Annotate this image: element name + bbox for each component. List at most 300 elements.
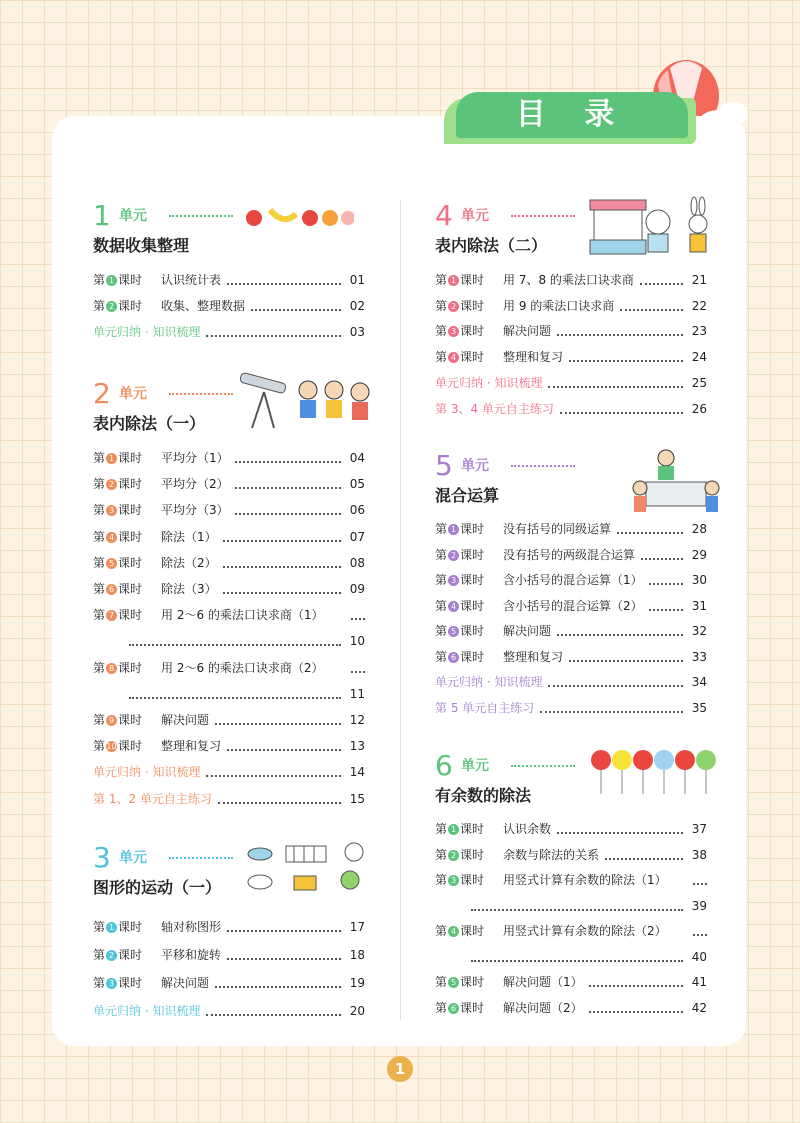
lesson-number bbox=[93, 737, 142, 755]
lesson-prefix: 第 bbox=[93, 713, 106, 727]
unit-dotted-rule bbox=[169, 215, 233, 217]
lesson-suffix: 课时 bbox=[460, 273, 485, 287]
lesson-number bbox=[435, 871, 484, 889]
leader-dots bbox=[227, 930, 341, 932]
leader-dots bbox=[640, 283, 683, 285]
lesson-prefix: 第 bbox=[435, 573, 448, 587]
lesson-prefix: 第 bbox=[93, 555, 106, 570]
extra-row[interactable] bbox=[435, 699, 707, 717]
lesson-row[interactable] bbox=[93, 271, 365, 289]
lesson-suffix: 课时 bbox=[460, 924, 485, 938]
lesson-title: 平均分（2） bbox=[161, 477, 229, 492]
lesson-title: 用竖式计算有余数的除法（1） bbox=[503, 873, 667, 887]
extra-page: 15 bbox=[349, 791, 365, 806]
unit-header bbox=[93, 842, 383, 874]
lesson-number bbox=[435, 271, 484, 289]
leader-dots bbox=[227, 958, 341, 960]
lesson-number-badge: 7 bbox=[106, 610, 117, 621]
leader-dots bbox=[641, 558, 683, 560]
lesson-row[interactable] bbox=[435, 348, 707, 366]
lesson-row[interactable] bbox=[93, 475, 365, 493]
extra-row[interactable] bbox=[93, 763, 365, 781]
lesson-page: 42 bbox=[691, 1000, 707, 1015]
lesson-title: 平均分（1） bbox=[161, 451, 229, 465]
lesson-number-badge: 4 bbox=[448, 601, 459, 612]
lesson-number-badge: 2 bbox=[106, 301, 117, 312]
unit-number: 1 bbox=[93, 199, 111, 232]
lesson-row[interactable] bbox=[435, 648, 707, 666]
leader-dots bbox=[569, 360, 683, 362]
lesson-row-continued[interactable] bbox=[435, 948, 707, 966]
unit-number: 2 bbox=[93, 377, 111, 410]
lesson-number-badge: 2 bbox=[448, 850, 459, 861]
lesson-row[interactable] bbox=[93, 580, 365, 598]
lesson-suffix: 课时 bbox=[460, 298, 485, 313]
lesson-title: 解决问题（1） bbox=[503, 975, 583, 989]
lesson-prefix: 第 bbox=[93, 582, 106, 596]
lesson-prefix: 第 bbox=[93, 477, 106, 492]
lesson-suffix: 课时 bbox=[118, 503, 143, 518]
leader-dots bbox=[693, 883, 707, 885]
unit-header bbox=[93, 378, 383, 410]
lesson-row[interactable] bbox=[93, 918, 365, 936]
extra-title: 第 1、2 单元自主练习 bbox=[93, 791, 212, 806]
lesson-number-badge: 2 bbox=[448, 301, 459, 312]
lesson-page: 30 bbox=[691, 573, 707, 587]
unit-label: 单元 bbox=[119, 850, 147, 866]
leader-dots bbox=[557, 832, 683, 834]
lesson-prefix: 第 bbox=[435, 873, 448, 887]
lesson-row[interactable] bbox=[435, 622, 707, 640]
lesson-row[interactable] bbox=[435, 999, 707, 1017]
lesson-prefix: 第 bbox=[435, 649, 448, 664]
unit-label: 单元 bbox=[119, 386, 147, 402]
lesson-page: 18 bbox=[349, 948, 365, 962]
leader-dots bbox=[215, 723, 341, 725]
lesson-number bbox=[93, 554, 142, 572]
lesson-suffix: 课时 bbox=[118, 273, 143, 287]
page-number: 1 bbox=[387, 1056, 413, 1082]
lesson-title: 整理和复习 bbox=[503, 350, 564, 365]
lesson-number-badge: 1 bbox=[448, 524, 459, 535]
lesson-row[interactable] bbox=[93, 449, 365, 467]
extra-row[interactable] bbox=[93, 1002, 365, 1020]
extra-page: 03 bbox=[349, 325, 365, 339]
lesson-number bbox=[435, 597, 484, 615]
lesson-prefix: 第 bbox=[435, 298, 448, 313]
lesson-row-continued[interactable] bbox=[93, 632, 365, 650]
lesson-page: 28 bbox=[691, 522, 707, 536]
lesson-title: 除法（1） bbox=[161, 529, 217, 544]
lesson-number-badge: 1 bbox=[448, 275, 459, 286]
lesson-number-badge: 2 bbox=[448, 550, 459, 561]
unit-title: 图形的运动（一） bbox=[93, 878, 222, 897]
unit-dotted-rule bbox=[511, 765, 575, 767]
lesson-page: 02 bbox=[349, 299, 365, 313]
lesson-title: 解决问题 bbox=[161, 976, 210, 990]
lesson-page: 33 bbox=[691, 649, 707, 664]
lesson-row[interactable] bbox=[93, 297, 365, 315]
lesson-prefix: 第 bbox=[435, 522, 448, 536]
unit-label: 单元 bbox=[461, 458, 489, 474]
unit-title: 数据收集整理 bbox=[93, 236, 190, 255]
leader-dots bbox=[223, 566, 341, 568]
leader-dots bbox=[235, 513, 341, 515]
lesson-number-badge: 3 bbox=[106, 505, 117, 516]
lesson-number bbox=[435, 322, 484, 340]
lesson-number-badge: 2 bbox=[106, 950, 117, 961]
extra-row[interactable] bbox=[435, 374, 707, 392]
leader-dots bbox=[129, 644, 341, 646]
lesson-prefix: 第 bbox=[93, 273, 106, 287]
lesson-suffix: 课时 bbox=[460, 573, 485, 587]
lesson-number bbox=[435, 846, 484, 864]
leader-dots bbox=[540, 711, 683, 713]
extra-row[interactable] bbox=[93, 323, 365, 341]
lesson-number-badge: 1 bbox=[106, 275, 117, 286]
lesson-number bbox=[93, 297, 142, 315]
lesson-page: 32 bbox=[691, 624, 707, 638]
lesson-number-badge: 6 bbox=[448, 1003, 459, 1014]
lesson-number bbox=[93, 580, 142, 598]
lesson-suffix: 课时 bbox=[460, 822, 485, 836]
lesson-page: 38 bbox=[691, 847, 707, 862]
lesson-number bbox=[435, 571, 484, 589]
column-divider bbox=[400, 200, 401, 1020]
extra-page: 34 bbox=[691, 675, 707, 689]
lesson-number bbox=[435, 520, 484, 538]
lesson-row[interactable] bbox=[435, 846, 707, 864]
lesson-row-continued[interactable] bbox=[435, 897, 707, 915]
lesson-number bbox=[93, 528, 142, 546]
extra-title: 第 3、4 单元自主练习 bbox=[435, 401, 554, 416]
unit-dotted-rule bbox=[511, 215, 575, 217]
leader-dots bbox=[235, 487, 341, 489]
leader-dots bbox=[569, 660, 683, 662]
lesson-prefix: 第 bbox=[435, 547, 448, 562]
lesson-number bbox=[93, 501, 142, 519]
lesson-suffix: 课时 bbox=[118, 608, 143, 623]
extra-row[interactable] bbox=[435, 400, 707, 418]
lesson-number-badge: 10 bbox=[106, 742, 117, 752]
lesson-prefix: 第 bbox=[435, 1000, 448, 1015]
lesson-number bbox=[93, 606, 142, 624]
leader-dots bbox=[589, 985, 683, 987]
leader-dots bbox=[227, 749, 341, 751]
lesson-row[interactable] bbox=[435, 322, 707, 340]
lesson-number bbox=[435, 297, 484, 315]
lesson-suffix: 课时 bbox=[118, 713, 143, 727]
lesson-row[interactable] bbox=[435, 597, 707, 615]
lesson-suffix: 课时 bbox=[118, 660, 143, 675]
lesson-row[interactable] bbox=[435, 297, 707, 315]
lesson-prefix: 第 bbox=[435, 624, 448, 638]
leader-dots bbox=[649, 609, 683, 611]
lesson-row[interactable] bbox=[435, 546, 707, 564]
lesson-page: 07 bbox=[349, 529, 365, 544]
leader-dots bbox=[471, 960, 683, 962]
unit-number: 5 bbox=[435, 449, 453, 482]
lesson-prefix: 第 bbox=[93, 451, 106, 465]
lesson-page: 09 bbox=[349, 582, 365, 596]
lesson-row[interactable] bbox=[93, 606, 365, 624]
lesson-page: 12 bbox=[349, 713, 365, 727]
lesson-number bbox=[93, 918, 142, 936]
lesson-row[interactable] bbox=[93, 659, 365, 677]
extra-page: 26 bbox=[691, 401, 707, 416]
lesson-suffix: 课时 bbox=[460, 975, 485, 989]
lesson-suffix: 课时 bbox=[118, 948, 143, 962]
lesson-title: 平移和旋转 bbox=[161, 948, 222, 962]
lesson-title: 解决问题 bbox=[503, 624, 552, 638]
unit-title: 混合运算 bbox=[435, 486, 500, 505]
leader-dots bbox=[548, 685, 683, 687]
lesson-number bbox=[435, 922, 484, 940]
extra-title: 单元归纳 · 知识梳理 bbox=[435, 375, 543, 390]
lesson-title: 解决问题 bbox=[161, 713, 210, 727]
extra-page: 20 bbox=[349, 1004, 365, 1018]
lesson-title: 除法（3） bbox=[161, 582, 217, 596]
leader-dots bbox=[557, 634, 683, 636]
lesson-number bbox=[435, 546, 484, 564]
lesson-number bbox=[93, 974, 142, 992]
lesson-prefix: 第 bbox=[435, 924, 448, 938]
lesson-title: 余数与除法的关系 bbox=[503, 847, 600, 862]
leader-dots bbox=[351, 618, 365, 620]
lesson-number-badge: 3 bbox=[106, 978, 117, 989]
lesson-suffix: 课时 bbox=[118, 451, 143, 465]
lesson-suffix: 课时 bbox=[460, 522, 485, 536]
unit-number: 3 bbox=[93, 841, 111, 874]
lesson-title: 用 2～6 的乘法口诀求商（2） bbox=[161, 660, 324, 675]
lesson-number-badge: 4 bbox=[448, 926, 459, 937]
lesson-prefix: 第 bbox=[93, 948, 106, 962]
lesson-prefix: 第 bbox=[93, 299, 106, 313]
leader-dots bbox=[215, 986, 341, 988]
leader-dots bbox=[557, 334, 683, 336]
lesson-number-badge: 5 bbox=[106, 558, 117, 569]
lesson-number-badge: 9 bbox=[106, 715, 117, 726]
lesson-prefix: 第 bbox=[93, 920, 106, 934]
lesson-suffix: 课时 bbox=[118, 920, 143, 934]
leader-dots bbox=[251, 309, 341, 311]
lesson-suffix: 课时 bbox=[460, 649, 485, 664]
lesson-prefix: 第 bbox=[93, 660, 106, 675]
leader-dots bbox=[223, 540, 341, 542]
lesson-page: 31 bbox=[691, 598, 707, 613]
leader-dots bbox=[471, 909, 683, 911]
lesson-title: 解决问题 bbox=[503, 324, 552, 339]
lesson-page: 23 bbox=[691, 324, 707, 339]
lesson-suffix: 课时 bbox=[118, 976, 143, 990]
leader-dots bbox=[693, 934, 707, 936]
lesson-row[interactable] bbox=[93, 711, 365, 729]
lesson-row[interactable] bbox=[93, 974, 365, 992]
lesson-prefix: 第 bbox=[435, 324, 448, 339]
lesson-title: 用 2～6 的乘法口诀求商（1） bbox=[161, 608, 324, 623]
lesson-row[interactable] bbox=[93, 528, 365, 546]
extra-title: 单元归纳 · 知识梳理 bbox=[93, 325, 201, 339]
lesson-title: 含小括号的混合运算（1） bbox=[503, 573, 643, 587]
lesson-suffix: 课时 bbox=[460, 324, 485, 339]
lesson-title: 解决问题（2） bbox=[503, 1000, 583, 1015]
lesson-number-badge: 6 bbox=[106, 584, 117, 595]
lesson-number-badge: 4 bbox=[448, 352, 459, 363]
lesson-row[interactable] bbox=[93, 737, 365, 755]
extra-title: 单元归纳 · 知识梳理 bbox=[93, 765, 201, 780]
unit-label: 单元 bbox=[461, 758, 489, 774]
lesson-prefix: 第 bbox=[435, 350, 448, 365]
unit-dotted-rule bbox=[511, 465, 575, 467]
leader-dots bbox=[649, 583, 683, 585]
lesson-suffix: 课时 bbox=[460, 873, 485, 887]
lesson-suffix: 课时 bbox=[460, 847, 485, 862]
lesson-prefix: 第 bbox=[435, 273, 448, 287]
lesson-number bbox=[435, 999, 484, 1017]
lesson-number-badge: 1 bbox=[106, 453, 117, 464]
leader-dots bbox=[223, 592, 341, 594]
lesson-row[interactable] bbox=[93, 946, 365, 964]
lesson-number-badge: 1 bbox=[448, 824, 459, 835]
lesson-title: 除法（2） bbox=[161, 555, 217, 570]
lesson-row[interactable] bbox=[435, 871, 707, 889]
lesson-row[interactable] bbox=[435, 922, 707, 940]
lesson-row[interactable] bbox=[93, 501, 365, 519]
lesson-page: 29 bbox=[691, 547, 707, 562]
lesson-number-badge: 3 bbox=[448, 875, 459, 886]
lesson-suffix: 课时 bbox=[118, 582, 143, 596]
lesson-number bbox=[93, 271, 142, 289]
lesson-title: 平均分（3） bbox=[161, 503, 229, 518]
lesson-title: 轴对称图形 bbox=[161, 920, 222, 934]
lesson-row[interactable] bbox=[435, 571, 707, 589]
extra-row[interactable] bbox=[435, 673, 707, 691]
lesson-prefix: 第 bbox=[435, 822, 448, 836]
unit-dotted-rule bbox=[169, 393, 233, 395]
lesson-suffix: 课时 bbox=[460, 624, 485, 638]
lesson-prefix: 第 bbox=[435, 598, 448, 613]
extra-page: 35 bbox=[691, 700, 707, 715]
lesson-suffix: 课时 bbox=[460, 547, 485, 562]
leader-dots bbox=[617, 532, 683, 534]
lesson-number-badge: 3 bbox=[448, 326, 459, 337]
lesson-number-badge: 1 bbox=[106, 922, 117, 933]
lesson-number-badge: 5 bbox=[448, 626, 459, 637]
lesson-page: 19 bbox=[349, 976, 365, 990]
lesson-row[interactable] bbox=[93, 554, 365, 572]
leader-dots bbox=[235, 461, 341, 463]
unit-number: 6 bbox=[435, 749, 453, 782]
lesson-number bbox=[435, 622, 484, 640]
unit-header bbox=[435, 200, 725, 232]
lesson-page: 08 bbox=[349, 555, 365, 570]
lesson-page: 17 bbox=[349, 920, 365, 934]
leader-dots bbox=[218, 802, 341, 804]
lesson-prefix: 第 bbox=[93, 739, 106, 754]
unit-title: 表内除法（二） bbox=[435, 236, 548, 255]
lesson-title: 整理和复习 bbox=[161, 739, 222, 754]
lesson-row[interactable] bbox=[435, 520, 707, 538]
lesson-row[interactable] bbox=[435, 271, 707, 289]
lesson-number-badge: 6 bbox=[448, 652, 459, 663]
lesson-prefix: 第 bbox=[435, 975, 448, 989]
extra-title: 单元归纳 · 知识梳理 bbox=[435, 675, 543, 689]
lesson-page: 11 bbox=[349, 686, 365, 701]
lesson-title: 用 9 的乘法口诀求商 bbox=[503, 298, 615, 313]
lesson-title: 收集、整理数据 bbox=[161, 299, 246, 313]
unit-title: 表内除法（一） bbox=[93, 414, 206, 433]
lesson-prefix: 第 bbox=[93, 976, 106, 990]
unit-label: 单元 bbox=[119, 208, 147, 224]
unit-header bbox=[435, 750, 725, 782]
leader-dots bbox=[206, 775, 341, 777]
leader-dots bbox=[351, 671, 365, 673]
unit-header bbox=[435, 450, 725, 482]
lesson-number-badge: 5 bbox=[448, 977, 459, 988]
extra-title: 单元归纳 · 知识梳理 bbox=[93, 1004, 201, 1018]
lesson-number bbox=[435, 973, 484, 991]
lesson-row[interactable] bbox=[435, 973, 707, 991]
page-title: 目 录 bbox=[515, 97, 629, 132]
lesson-page: 24 bbox=[691, 350, 707, 365]
unit-title: 有余数的除法 bbox=[435, 786, 532, 805]
unit-dotted-rule bbox=[169, 857, 233, 859]
lesson-title: 整理和复习 bbox=[503, 649, 564, 664]
lesson-number bbox=[93, 475, 142, 493]
lesson-number-badge: 2 bbox=[106, 479, 117, 490]
lesson-prefix: 第 bbox=[93, 503, 106, 518]
leader-dots bbox=[129, 697, 341, 699]
lesson-row-continued[interactable] bbox=[93, 685, 365, 703]
leader-dots bbox=[589, 1011, 683, 1013]
leader-dots bbox=[227, 283, 341, 285]
lesson-page: 41 bbox=[691, 975, 707, 989]
lesson-suffix: 课时 bbox=[460, 598, 485, 613]
lesson-number-badge: 8 bbox=[106, 663, 117, 674]
extra-page: 25 bbox=[691, 375, 707, 390]
leader-dots bbox=[206, 1014, 341, 1016]
lesson-title: 没有括号的两级混合运算 bbox=[503, 547, 636, 562]
lesson-prefix: 第 bbox=[93, 529, 106, 544]
lesson-page: 01 bbox=[349, 273, 365, 287]
lesson-suffix: 课时 bbox=[118, 299, 143, 313]
extra-row[interactable] bbox=[93, 790, 365, 808]
lesson-title: 没有括号的同级运算 bbox=[503, 522, 612, 536]
lesson-title: 认识统计表 bbox=[161, 273, 222, 287]
lesson-prefix: 第 bbox=[93, 608, 106, 623]
lesson-page: 37 bbox=[691, 822, 707, 836]
leader-dots bbox=[548, 386, 683, 388]
lesson-suffix: 课时 bbox=[460, 350, 485, 365]
lesson-suffix: 课时 bbox=[118, 529, 143, 544]
lesson-number bbox=[93, 659, 142, 677]
lesson-number bbox=[435, 348, 484, 366]
lesson-page: 21 bbox=[691, 273, 707, 287]
lesson-page: 05 bbox=[349, 477, 365, 492]
lesson-page: 13 bbox=[349, 739, 365, 754]
lesson-title: 含小括号的混合运算（2） bbox=[503, 598, 643, 613]
extra-page: 14 bbox=[349, 765, 365, 780]
lesson-page: 22 bbox=[691, 298, 707, 313]
lesson-suffix: 课时 bbox=[460, 1000, 485, 1015]
lesson-number bbox=[93, 449, 142, 467]
unit-header bbox=[93, 200, 383, 232]
lesson-title: 用竖式计算有余数的除法（2） bbox=[503, 924, 667, 938]
lesson-row[interactable] bbox=[435, 820, 707, 838]
lesson-page: 39 bbox=[691, 898, 707, 913]
lesson-suffix: 课时 bbox=[118, 555, 143, 570]
lesson-page: 06 bbox=[349, 503, 365, 518]
